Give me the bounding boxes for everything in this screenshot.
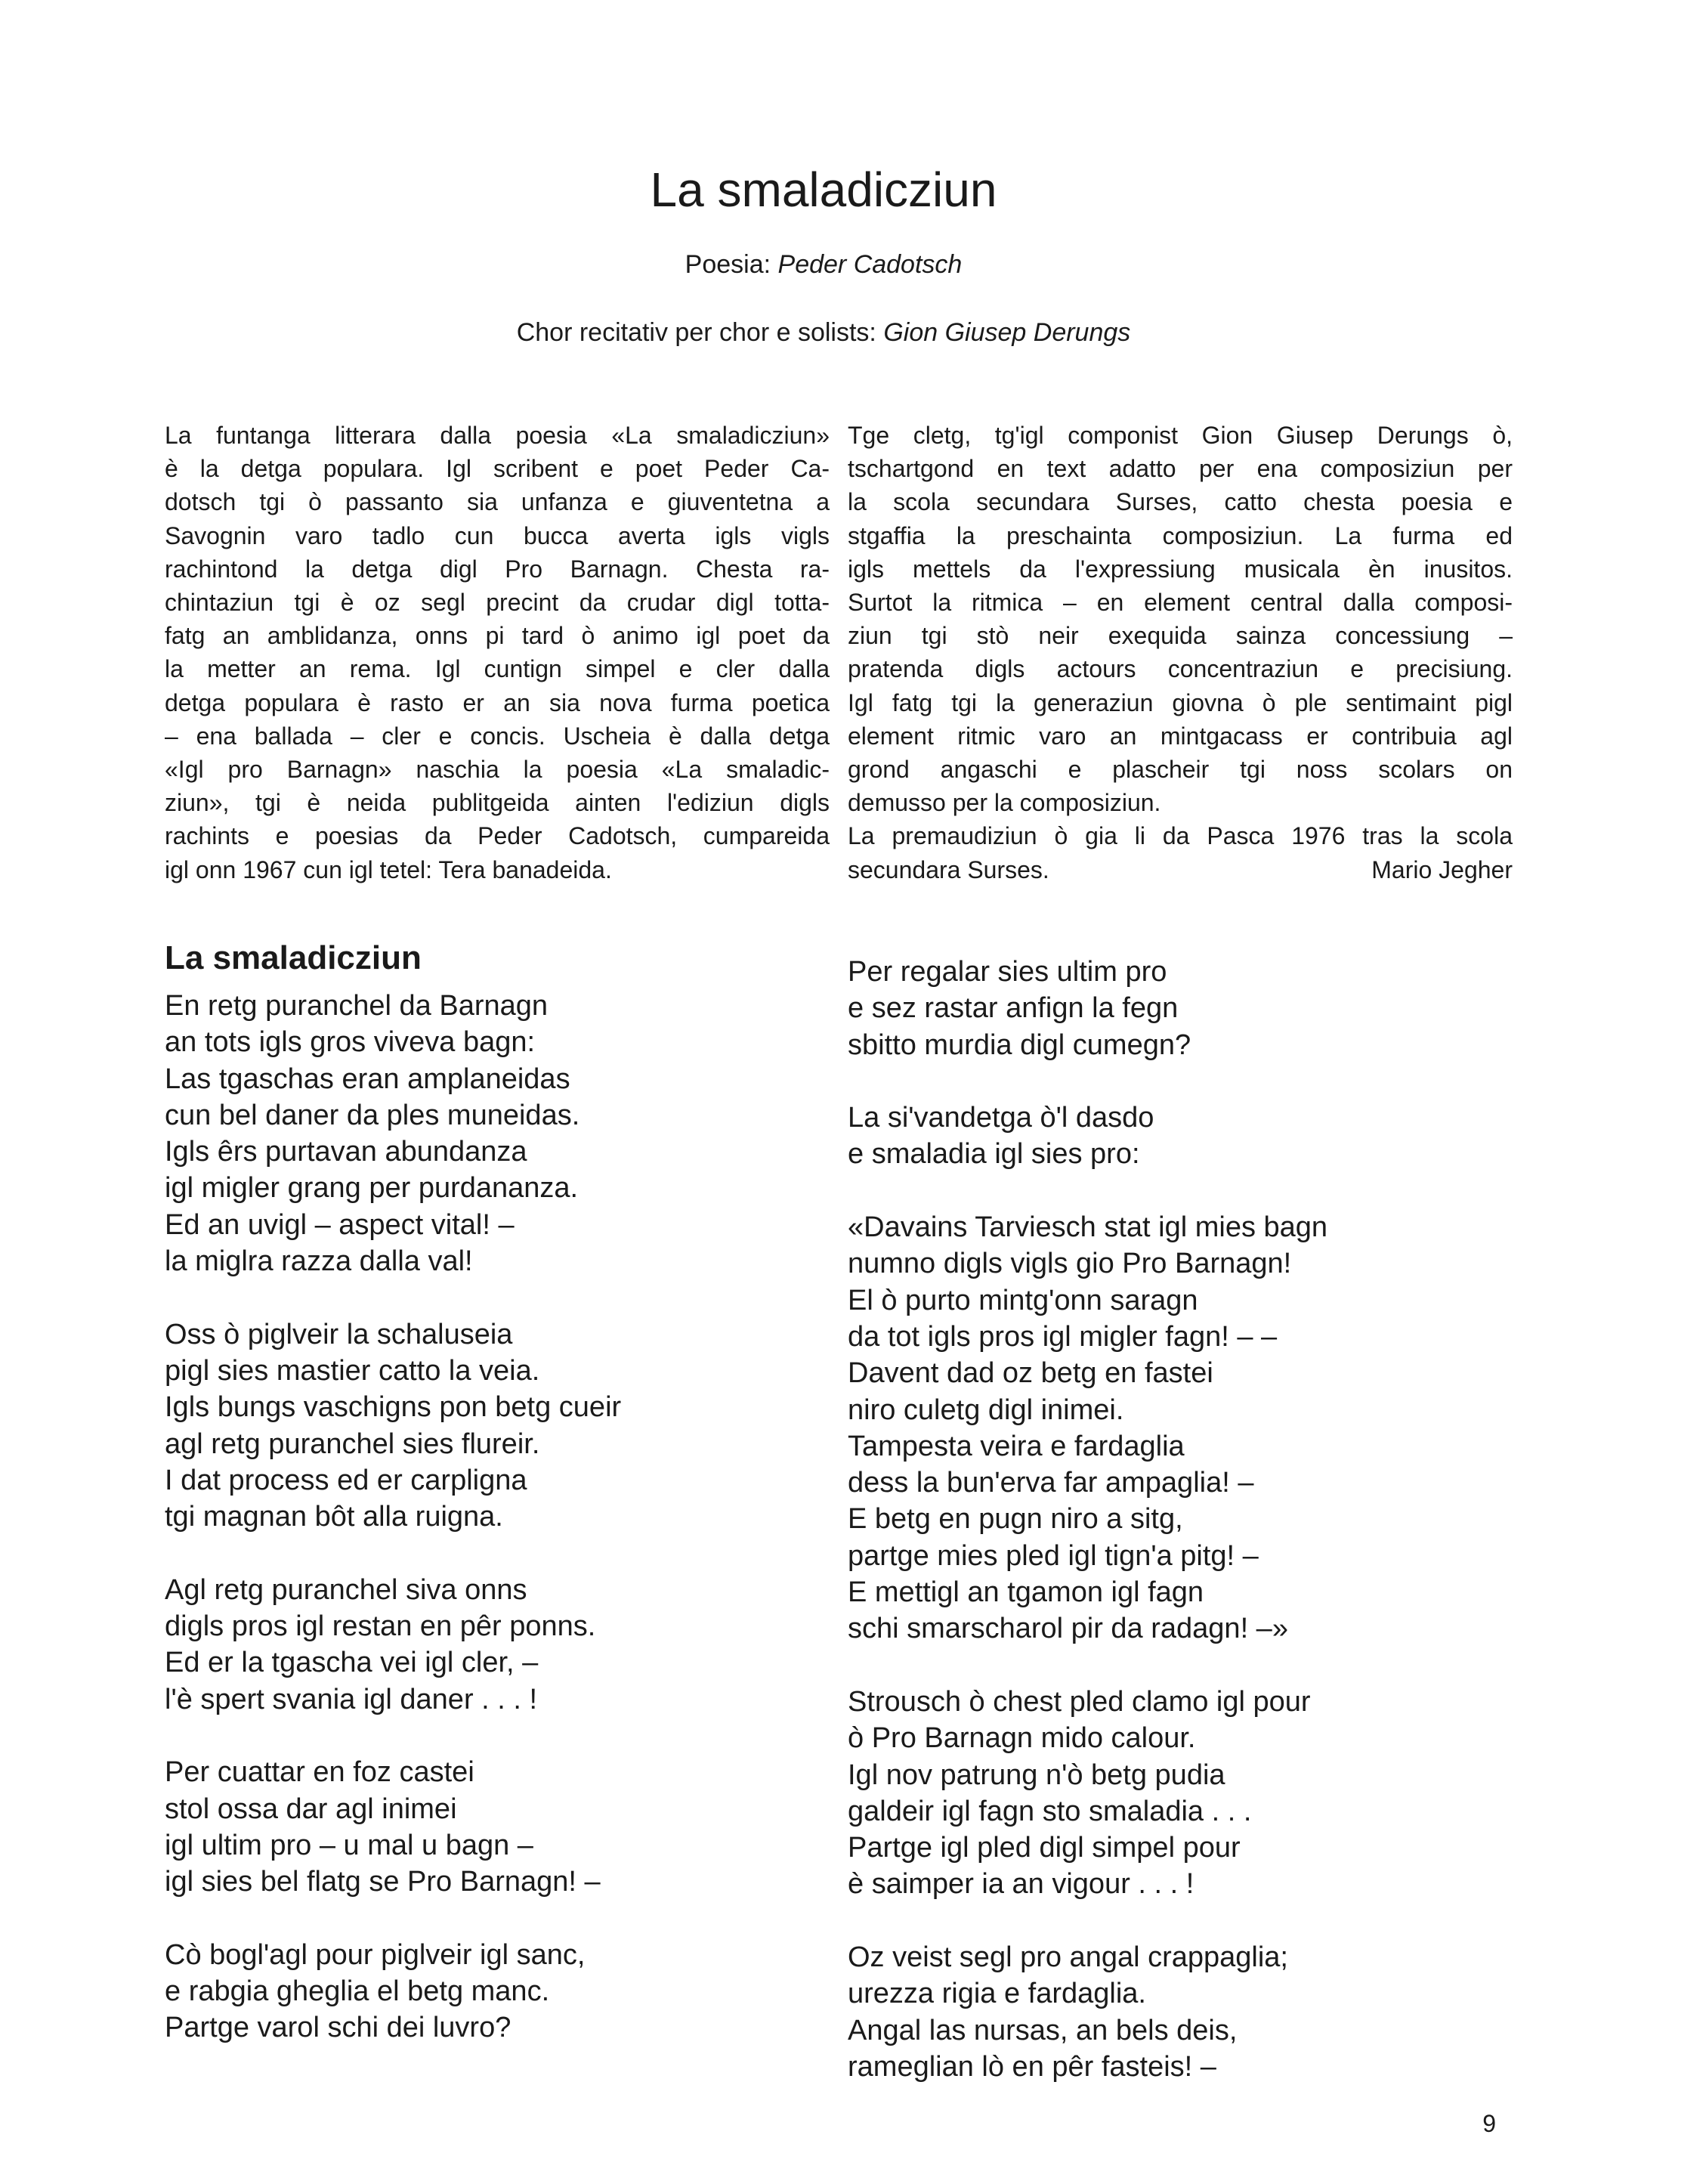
poem-verse-line: numno digls vigls gio Pro Barnagn! <box>848 1248 1292 1280</box>
intro-line: – ena ballada – cler e concis. Uscheia è dalla detga <box>165 722 830 750</box>
intro-line: ziun», tgi è neida publitgeida ainten l'ediziun digls <box>165 789 830 817</box>
poem-verse-line: Agl retg puranchel siva onns <box>165 1573 527 1606</box>
poem-verse-line: Per regalar sies ultim pro <box>848 956 1167 988</box>
poem-verse-line: E betg en pugn niro a sitg, <box>848 1503 1183 1536</box>
poetry-label: Poesia: <box>685 250 771 279</box>
intro-line: igl onn 1967 cun igl tetel: Tera banadeida. <box>165 855 612 883</box>
poetry-author: Peder Cadotsch <box>777 250 963 279</box>
intro-line: demusso per la composiziun. <box>848 789 1161 817</box>
poem-verse-line: galdeir igl fagn sto smaladia . . . <box>848 1795 1252 1827</box>
music-credit <box>0 317 1647 348</box>
intro-line: è la detga populara. Igl scribent e poet Peder Ca- <box>165 455 830 483</box>
poem-verse-line: ò Pro Barnagn mido calour. <box>848 1722 1196 1755</box>
poem-verse-line: Igl nov patrung n'ò betg pudia <box>848 1759 1225 1791</box>
poetry-credit <box>0 249 1647 280</box>
poem-verse-line: sbitto murdia digl cumegn? <box>848 1029 1191 1061</box>
poem-stanza <box>848 954 1513 1063</box>
poem-verse-line: niro culetg digl inimei. <box>848 1394 1124 1426</box>
poem-verse-line: igl ultim pro – u mal u bagn – <box>165 1829 533 1861</box>
signature: Mario Jegher <box>1371 855 1513 883</box>
poem-verse-line: e sez rastar anfign la fegn <box>848 992 1179 1025</box>
music-label: Chor recitativ per chor e solists: <box>516 318 876 347</box>
poem-verse-line: schi smarscharol pir da radagn! –» <box>848 1613 1288 1645</box>
intro-line: detga populara è rasto er an sia nova furma poetica <box>165 688 830 716</box>
poem-verse-line: digls pros igl restan en pêr ponns. <box>165 1610 596 1643</box>
intro-line: La funtanga litterara dalla poesia «La smaladicziun» <box>165 422 830 449</box>
intro-left-column <box>165 419 830 886</box>
poem-verse-line: l'è spert svania igl daner . . . ! <box>165 1683 538 1715</box>
poem-verse-line: stol ossa dar agl inimei <box>165 1793 457 1825</box>
poem-stanza <box>165 1937 830 2046</box>
poem-verse-line: Partge igl pled digl simpel pour <box>848 1832 1241 1864</box>
poem-verse-line: La si'vandetga ò'l dasdo <box>848 1102 1154 1134</box>
poem-verse-line: da tot igls pros igl migler fagn! – – <box>848 1320 1278 1353</box>
poem-left-column <box>165 988 830 2083</box>
poem-stanza <box>165 988 830 1279</box>
poem-verse-line: cun bel daner da ples muneidas. <box>165 1099 580 1131</box>
intro-line: «Igl pro Barnagn» naschia la poesia «La smaladic- <box>165 756 830 784</box>
poem-verse-line: Strousch ò chest pled clamo igl pour <box>848 1685 1311 1718</box>
poem-verse-line: partge mies pled igl tign'a pitg! – <box>848 1539 1259 1572</box>
poem-verse-line: Per cuattar en foz castei <box>165 1756 474 1789</box>
intro-line: element ritmic varo an mintgacass er contribuia agl <box>848 722 1513 750</box>
intro-closing-row <box>848 853 1513 886</box>
poem-verse-line: Ed er la tgascha vei igl cler, – <box>165 1647 539 1679</box>
poem-stanza <box>848 1100 1513 1173</box>
poem-verse-line: igl migler grang per purdananza. <box>165 1172 579 1205</box>
poem-verse-line: agl retg puranchel sies flureir. <box>165 1428 540 1460</box>
intro-line: pratenda digls actours concentraziun e precisiung. <box>848 655 1513 683</box>
poem-verse-line: Oss ò piglveir la schaluseia <box>165 1318 513 1350</box>
page-title: La smaladicziun <box>650 162 997 217</box>
poem-verse-line: Cò bogl'agl pour piglveir igl sanc, <box>165 1938 586 1971</box>
poem-verse-line: la miglra razza dalla val! <box>165 1245 473 1278</box>
intro-line: chintaziun tgi è oz segl precint da crudar digl totta- <box>165 589 830 617</box>
intro-line: dotsch tgi ò passanto sia unfanza e giuventetna a <box>165 488 830 516</box>
intro-line: rachintond la detga digl Pro Barnagn. Chesta ra- <box>165 555 830 583</box>
poem-verse-line: «Davains Tarviesch stat igl mies bagn <box>848 1211 1328 1244</box>
intro-line: igls mettels da l'expressiung musicala èn inusitos. <box>848 555 1513 583</box>
poem-verse-line: e rabgia gheglia el betg manc. <box>165 1975 550 2008</box>
poem-stanza <box>165 1754 830 1900</box>
poem-verse-line: urezza rigia e fardaglia. <box>848 1978 1146 2010</box>
poem-stanza <box>165 1572 830 1718</box>
poem-verse-line: I dat process ed er carpligna <box>165 1464 527 1496</box>
poem-verse-line: Partge varol schi dei luvro? <box>165 2012 511 2044</box>
poem-verse-line: Igls êrs purtavan abundanza <box>165 1136 527 1168</box>
music-author: Gion Giusep Derungs <box>883 318 1131 347</box>
poem-verse-line: pigl sies mastier catto la veia. <box>165 1354 540 1387</box>
poem-verse-line: Igls bungs vaschigns pon betg cueir <box>165 1391 622 1424</box>
poem-verse-line: E mettigl an tgamon igl fagn <box>848 1576 1204 1609</box>
poem-verse-line: Angal las nursas, an bels deis, <box>848 2014 1238 2046</box>
poem-stanza <box>848 1209 1513 1647</box>
intro-line: fatg an amblidanza, onns pi tard ò animo igl poet da <box>165 622 830 650</box>
poem-verse-line: Las tgaschas eran amplaneidas <box>165 1063 570 1095</box>
intro-right-column <box>848 419 1513 886</box>
poem-verse-line: e smaladia igl sies pro: <box>848 1138 1140 1171</box>
poem-verse-line: rameglian lò en pêr fasteis! – <box>848 2050 1216 2083</box>
intro-line: grond angaschi e plascheir tgi noss scolars on <box>848 756 1513 784</box>
poem-verse-line: Davent dad oz betg en fastei <box>848 1357 1213 1390</box>
intro-line: la scola secundara Surses, catto chesta poesia e <box>848 488 1513 516</box>
poem-heading: La smaladicziun <box>165 939 422 976</box>
page-number: 9 <box>1482 2110 1496 2137</box>
intro-line: Tge cletg, tg'igl componist Gion Giusep Derungs ò, <box>848 422 1513 449</box>
intro-line: tschartgond en text adatto per ena composiziun per <box>848 455 1513 483</box>
intro-last-line: secundara Surses. <box>848 855 1049 883</box>
poem-verse-line: Ed an uvigl – aspect vital! – <box>165 1208 515 1241</box>
poem-stanza <box>848 1684 1513 1903</box>
poem-verse-line: tgi magnan bôt alla ruigna. <box>165 1501 503 1533</box>
intro-line: rachints e poesias da Peder Cadotsch, cumpareida <box>165 822 830 850</box>
intro-line: Surtot la ritmica – en element central dalla composi- <box>848 589 1513 617</box>
poem-verse-line: Tampesta veira e fardaglia <box>848 1430 1185 1462</box>
poem-verse-line: dess la bun'erva far ampaglia! – <box>848 1467 1254 1499</box>
poem-verse-line: Oz veist segl pro angal crappaglia; <box>848 1941 1288 1974</box>
poem-verse-line: igl sies bel flatg se Pro Barnagn! – <box>165 1866 601 1898</box>
intro-line: Igl fatg tgi la generaziun giovna ò ple sentimaint pigl <box>848 688 1513 716</box>
poem-verse-line: El ò purto mintg'onn saragn <box>848 1284 1198 1316</box>
poem-verse-line: En retg puranchel da Barnagn <box>165 990 549 1022</box>
intro-line: La premaudiziun ò gia li da Pasca 1976 tras la scola <box>848 822 1513 850</box>
intro-line: ziun tgi stò neir exequida sainza concessiung – <box>848 622 1513 650</box>
poem-stanza <box>165 1316 830 1536</box>
poem-stanza <box>848 1939 1513 2085</box>
intro-line: la metter an rema. Igl cuntign simpel e cler dalla <box>165 655 830 683</box>
poem-verse-line: è saimper ia an vigour . . . ! <box>848 1868 1195 1901</box>
intro-line: stgaffia la preschainta composiziun. La furma ed <box>848 521 1513 549</box>
intro-line: Savognin varo tadlo cun bucca averta igls vigls <box>165 521 830 549</box>
poem-verse-line: an tots igls gros viveva bagn: <box>165 1026 536 1059</box>
poem-right-column <box>848 954 1513 2122</box>
